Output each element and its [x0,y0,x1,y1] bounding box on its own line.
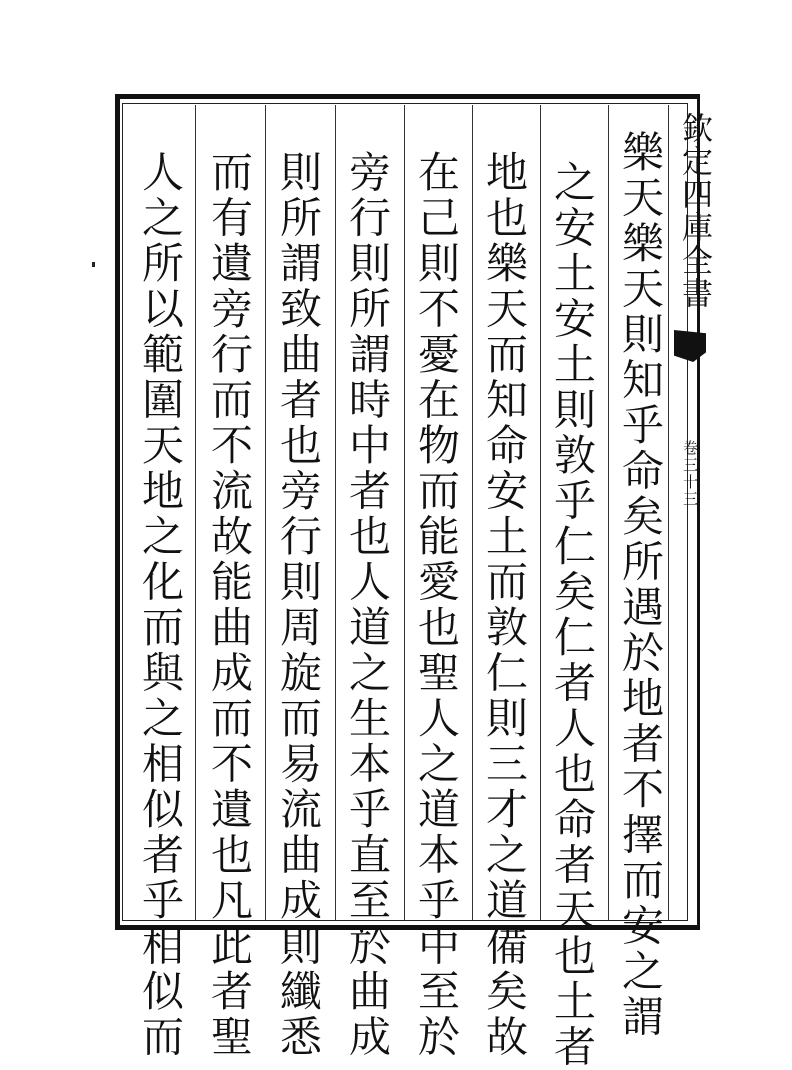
column-rule [195,105,196,920]
column-rule [608,105,609,920]
text-column-3: 地也樂天而知命安土而敦仁則三才之道備矣故 [480,150,529,1060]
volume-label: 卷三十三 [681,440,699,508]
column-rule [404,105,405,920]
text-column-5: 旁行則所謂時中者也人道之生本乎直至於曲成 [343,150,392,1060]
text-column-1: 樂天樂天則知乎命矣所遇於地者不擇而安之謂 [616,130,665,1040]
text-column-6: 則所謂致曲者也旁行則周旋而易流曲成則纖悉 [274,150,323,1060]
column-rule [265,105,266,920]
column-rule [472,105,473,920]
text-column-4: 在己則不憂在物而能愛也聖人之道本乎中至於 [412,150,461,1060]
margin-divider [668,105,669,920]
book-title: 欽定四庫全書 [676,112,712,310]
text-column-8: 人之所以範圍天地之化而與之相似者乎相似而 [136,150,185,1060]
text-column-7: 而有遺旁行而不流故能曲成而不遺也凡此者聖 [205,150,254,1060]
ink-speck [92,262,95,267]
column-rule [335,105,336,920]
text-column-2: 之安土安土則敦乎仁矣仁者人也命者天也土者 [548,160,597,1070]
column-rule [540,105,541,920]
